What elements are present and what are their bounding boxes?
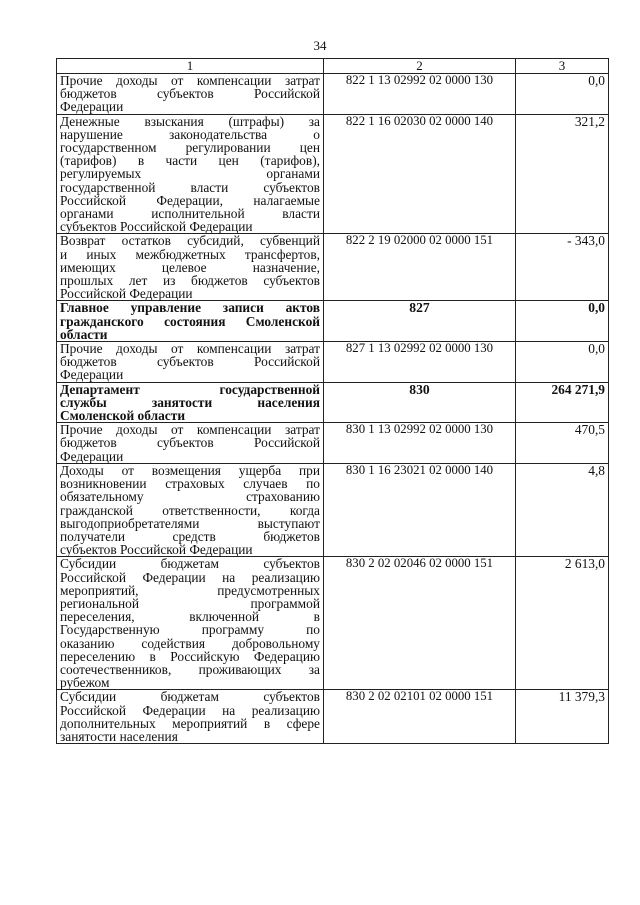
description-line: органами исполнительной власти bbox=[60, 206, 320, 222]
row-description bbox=[57, 382, 324, 423]
row-description bbox=[57, 463, 324, 556]
budget-code: 830 bbox=[324, 382, 516, 423]
description-line: Федерации bbox=[60, 367, 124, 383]
amount: 264 271,9 bbox=[516, 382, 609, 423]
table-row bbox=[57, 690, 609, 744]
description-line: Российской Федерации, налагаемые bbox=[60, 192, 320, 208]
description-line: занятости населения bbox=[60, 728, 178, 744]
amount: 4,8 bbox=[516, 463, 609, 556]
row-description bbox=[57, 114, 324, 234]
table-row bbox=[57, 301, 609, 342]
column-header-2: 2 bbox=[324, 59, 516, 74]
description-line: соотечественников, проживающих за bbox=[60, 661, 320, 677]
description-line: региональной программой bbox=[60, 595, 320, 611]
description-line: прошлых лет из бюджетов субъектов bbox=[60, 273, 320, 289]
description-line: гражданской ответственности, когда bbox=[60, 502, 320, 518]
budget-code: 830 2 02 02046 02 0000 151 bbox=[324, 557, 516, 690]
table-row bbox=[57, 423, 609, 464]
description-line: Прочие доходы от компенсации затрат bbox=[60, 341, 320, 357]
description-line: оказанию содействия добровольному bbox=[60, 635, 320, 651]
description-line: и иных межбюджетных трансфертов, bbox=[60, 246, 320, 262]
table-row bbox=[57, 557, 609, 690]
description-line: рубежом bbox=[60, 675, 110, 691]
description-line: нарушение законодательства о bbox=[60, 126, 320, 142]
budget-code: 827 bbox=[324, 301, 516, 342]
description-line: Доходы от возмещения ущерба при bbox=[60, 462, 320, 478]
description-line: переселения, включенной в bbox=[60, 609, 320, 625]
description-line: Российской Федерации bbox=[60, 286, 193, 302]
description-line: Прочие доходы от компенсации затрат bbox=[60, 73, 320, 88]
row-description bbox=[57, 423, 324, 464]
amount: 0,0 bbox=[516, 74, 609, 115]
description-line: получатели средств бюджетов bbox=[60, 528, 320, 544]
amount: 2 613,0 bbox=[516, 557, 609, 690]
description-line: Российской Федерации на реализацию bbox=[60, 569, 320, 585]
amount: 0,0 bbox=[516, 301, 609, 342]
description-line: выгодоприобретателями выступают bbox=[60, 515, 320, 531]
description-line: бюджетов субъектов Российской bbox=[60, 86, 320, 102]
budget-code: 822 1 16 02030 02 0000 140 bbox=[324, 114, 516, 234]
description-line: гражданского состояния Смоленской bbox=[60, 313, 320, 329]
row-description bbox=[57, 690, 324, 744]
description-line: субъектов Российской Федерации bbox=[60, 542, 253, 558]
description-line: службы занятости населения bbox=[60, 394, 320, 410]
description-line: Субсидии бюджетам субъектов bbox=[60, 556, 320, 572]
description-line: Прочие доходы от компенсации затрат bbox=[60, 422, 320, 438]
table-body bbox=[57, 74, 609, 744]
amount: 0,0 bbox=[516, 342, 609, 383]
budget-code: 830 1 16 23021 02 0000 140 bbox=[324, 463, 516, 556]
row-description bbox=[57, 301, 324, 342]
page-number: 34 bbox=[313, 38, 327, 53]
row-description bbox=[57, 557, 324, 690]
description-line: переселению в Российскую Федерацию bbox=[60, 648, 320, 664]
amount: 470,5 bbox=[516, 423, 609, 464]
description-line: Департамент государственной bbox=[60, 381, 320, 397]
amount: 11 379,3 bbox=[516, 690, 609, 744]
table-row bbox=[57, 342, 609, 383]
column-header-1: 1 bbox=[57, 59, 324, 74]
table-row bbox=[57, 382, 609, 423]
row-description bbox=[57, 74, 324, 115]
description-line: бюджетов субъектов Российской bbox=[60, 354, 320, 370]
description-line: Федерации bbox=[60, 448, 124, 464]
row-description bbox=[57, 342, 324, 383]
table-row bbox=[57, 463, 609, 556]
description-line: Субсидии бюджетам субъектов bbox=[60, 689, 320, 705]
column-header-3: 3 bbox=[516, 59, 609, 74]
description-line: Федерации bbox=[60, 99, 124, 115]
row-description bbox=[57, 234, 324, 301]
table-row bbox=[57, 234, 609, 301]
budget-code: 827 1 13 02992 02 0000 130 bbox=[324, 342, 516, 383]
table-header-row bbox=[57, 59, 609, 74]
description-line: обязательному страхованию bbox=[60, 489, 320, 505]
description-line: возникновении страховых случаев по bbox=[60, 476, 320, 492]
description-line: субъектов Российской Федерации bbox=[60, 219, 253, 235]
budget-code: 822 1 13 02992 02 0000 130 bbox=[324, 74, 516, 115]
budget-code: 830 1 13 02992 02 0000 130 bbox=[324, 423, 516, 464]
description-line: Смоленской области bbox=[60, 408, 186, 424]
amount: - 343,0 bbox=[516, 234, 609, 301]
description-line: Главное управление записи актов bbox=[60, 300, 320, 316]
budget-revenue-table bbox=[56, 58, 609, 744]
description-line: регулируемых органами bbox=[60, 166, 320, 182]
description-line: Государственную программу по bbox=[60, 622, 320, 638]
amount: 321,2 bbox=[516, 114, 609, 234]
description-line: Возврат остатков субсидий, субвенций bbox=[60, 233, 320, 249]
description-line: дополнительных мероприятий в сфере bbox=[60, 715, 320, 731]
description-line: Денежные взыскания (штрафы) за bbox=[60, 113, 320, 129]
description-line: имеющих целевое назначение, bbox=[60, 259, 320, 275]
budget-code: 822 2 19 02000 02 0000 151 bbox=[324, 234, 516, 301]
description-line: государственной власти субъектов bbox=[60, 179, 320, 195]
table-row bbox=[57, 74, 609, 115]
description-line: (тарифов) в части цен (тарифов), bbox=[60, 153, 320, 169]
description-line: области bbox=[60, 326, 108, 342]
description-line: Российской Федерации на реализацию bbox=[60, 702, 320, 718]
table-row bbox=[57, 114, 609, 234]
description-line: мероприятий, предусмотренных bbox=[60, 582, 320, 598]
budget-code: 830 2 02 02101 02 0000 151 bbox=[324, 690, 516, 744]
description-line: государственном регулировании цен bbox=[60, 140, 320, 156]
description-line: бюджетов субъектов Российской bbox=[60, 435, 320, 451]
